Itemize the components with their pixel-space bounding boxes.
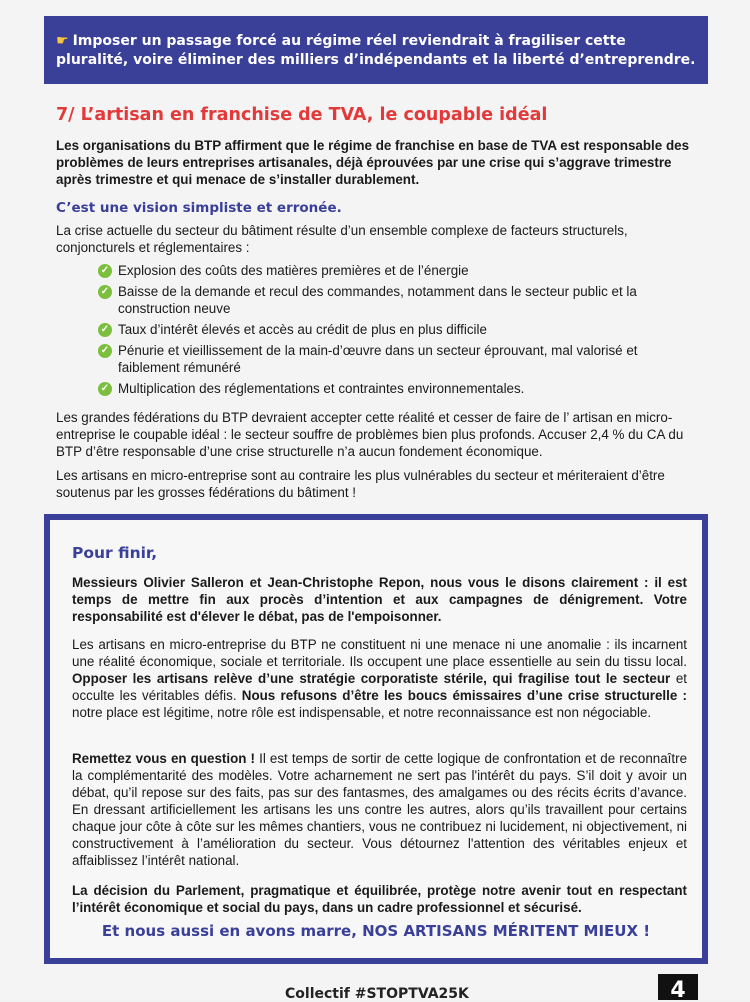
list-item	[98, 283, 698, 317]
factor-text: Explosion des coûts des matières premières et de l’énergie	[118, 263, 469, 278]
list-item	[98, 342, 698, 376]
conclusion-paragraph-4: La décision du Parlement, pragmatique et équilibrée, protège notre avenir tout en respectant l’intérêt économique et social du pays, dans un cadre professionnel et sécurisé.	[72, 883, 687, 915]
conclusion-paragraph-2	[72, 636, 687, 721]
federations-paragraph: Les grandes fédérations du BTP devraient accepter cette réalité et cesser de faire de l’ artisan en micro-entreprise le coupable idéal : le secteur souffre de problèmes bien plus profonds. Accuser 2,4 % du CA du BTP d’être responsable d’une crise structurelle n’a aucun fondement économique.	[56, 410, 684, 459]
factor-text: Taux d’intérêt élevés et accès au crédit de plus en plus difficile	[118, 322, 487, 337]
vulnerable-paragraph: Les artisans en micro-entreprise sont au contraire les plus vulnérables du secteur et mériteraient d’être soutenus par les grosses fédérations du bâtiment !	[56, 468, 665, 500]
section-intro: Les organisations du BTP affirment que le régime de franchise en base de TVA est responsable des problèmes de leurs entreprises artisanales, déjà éprouvées par une crise qui s’aggrave trimestre après trimestre et qui menace de s’installer durablement.	[56, 138, 690, 187]
check-icon: ✓	[98, 382, 112, 396]
crisis-paragraph: La crise actuelle du secteur du bâtiment résulte d’un ensemble complexe de facteurs structurels, conjoncturels et réglementaires :	[56, 223, 628, 255]
p2-text-c: et occulte les véritables défis.	[72, 671, 687, 703]
p2-text-a: Les artisans en micro-entreprise du BTP ne constituent ni une menace ni une anomalie : ils incarnent une réalité économique, sociale et territoriale. Ils occupent une place essentielle au sein du tissu local.	[72, 637, 687, 669]
p3-text-b: Il est temps de sortir de cette logique de confrontation et de reconnaître la complémentarité des modèles. Votre acharnement ne sert pas l'intérêt du pays. S’il doit y avoir un débat, qu’il repose sur des faits, pas sur des fantasmes, des amalgames ou des récits écrits d’avance. En dressant artificiellement les artisans les uns contre les autres, alors qu’ils travaillent pour certains chaque jour côte à côte sur les mêmes chantiers, vous ne contribuez ni lucidement, ni objectivement, ni constructivement à l’amélioration du secteur. Vous détournez l'attention des véritables enjeux et affaiblissez l’intérêt national.	[72, 751, 688, 868]
p3-bold-a: Remettez vous en question !	[72, 751, 256, 766]
check-icon: ✓	[98, 285, 112, 299]
conclusion-paragraph-1: Messieurs Olivier Salleron et Jean-Christophe Repon, nous vous le disons clairement : il est temps de mettre fin aux procès d’intention et aux campagnes de dénigrement. Votre responsabilité est d'élever le débat, pas de l'empoisonner.	[72, 575, 687, 624]
closing-slogan: Et nous aussi en avons marre, NOS ARTISANS MÉRITENT MIEUX !	[101, 922, 651, 940]
check-icon: ✓	[98, 344, 112, 358]
p2-bold-d: Nous refusons d’être les boucs émissaires d’une crise structurelle :	[241, 688, 687, 703]
p2-bold-b: Opposer les artisans relève d’une stratégie corporatiste stérile, qui fragilise tout le secteur	[72, 671, 671, 686]
conclusion-title: Pour finir,	[72, 544, 158, 562]
list-item	[98, 262, 698, 279]
factors-list	[98, 262, 698, 401]
factor-text: Multiplication des réglementations et contraintes environnementales.	[118, 381, 525, 396]
page-number: 4	[658, 974, 698, 1000]
highlight-banner	[44, 16, 708, 84]
list-item	[98, 380, 698, 397]
conclusion-box	[44, 514, 708, 964]
check-icon: ✓	[98, 323, 112, 337]
banner-text: Imposer un passage forcé au régime réel reviendrait à fragiliser cette pluralité, voire éliminer des milliers d’indépendants et la liberté d’entreprendre.	[56, 33, 696, 68]
pointing-hand-icon: ☛	[56, 33, 69, 49]
conclusion-paragraph-3	[72, 750, 687, 869]
list-item	[98, 321, 698, 338]
check-icon: ✓	[98, 264, 112, 278]
footer-collective: Collectif #STOPTVA25K	[285, 986, 469, 1002]
section-subhead: C’est une vision simpliste et erronée.	[56, 200, 342, 216]
factor-text: Pénurie et vieillissement de la main-d’œuvre dans un secteur éprouvant, mal valorisé et faiblement rémunéré	[118, 343, 638, 375]
factor-text: Baisse de la demande et recul des commandes, notamment dans le secteur public et la construction neuve	[118, 284, 637, 316]
section-title: 7/ L’artisan en franchise de TVA, le coupable idéal	[56, 105, 548, 125]
p2-text-e: notre place est légitime, notre rôle est indispensable, et notre reconnaissance est non négociable.	[72, 705, 652, 720]
